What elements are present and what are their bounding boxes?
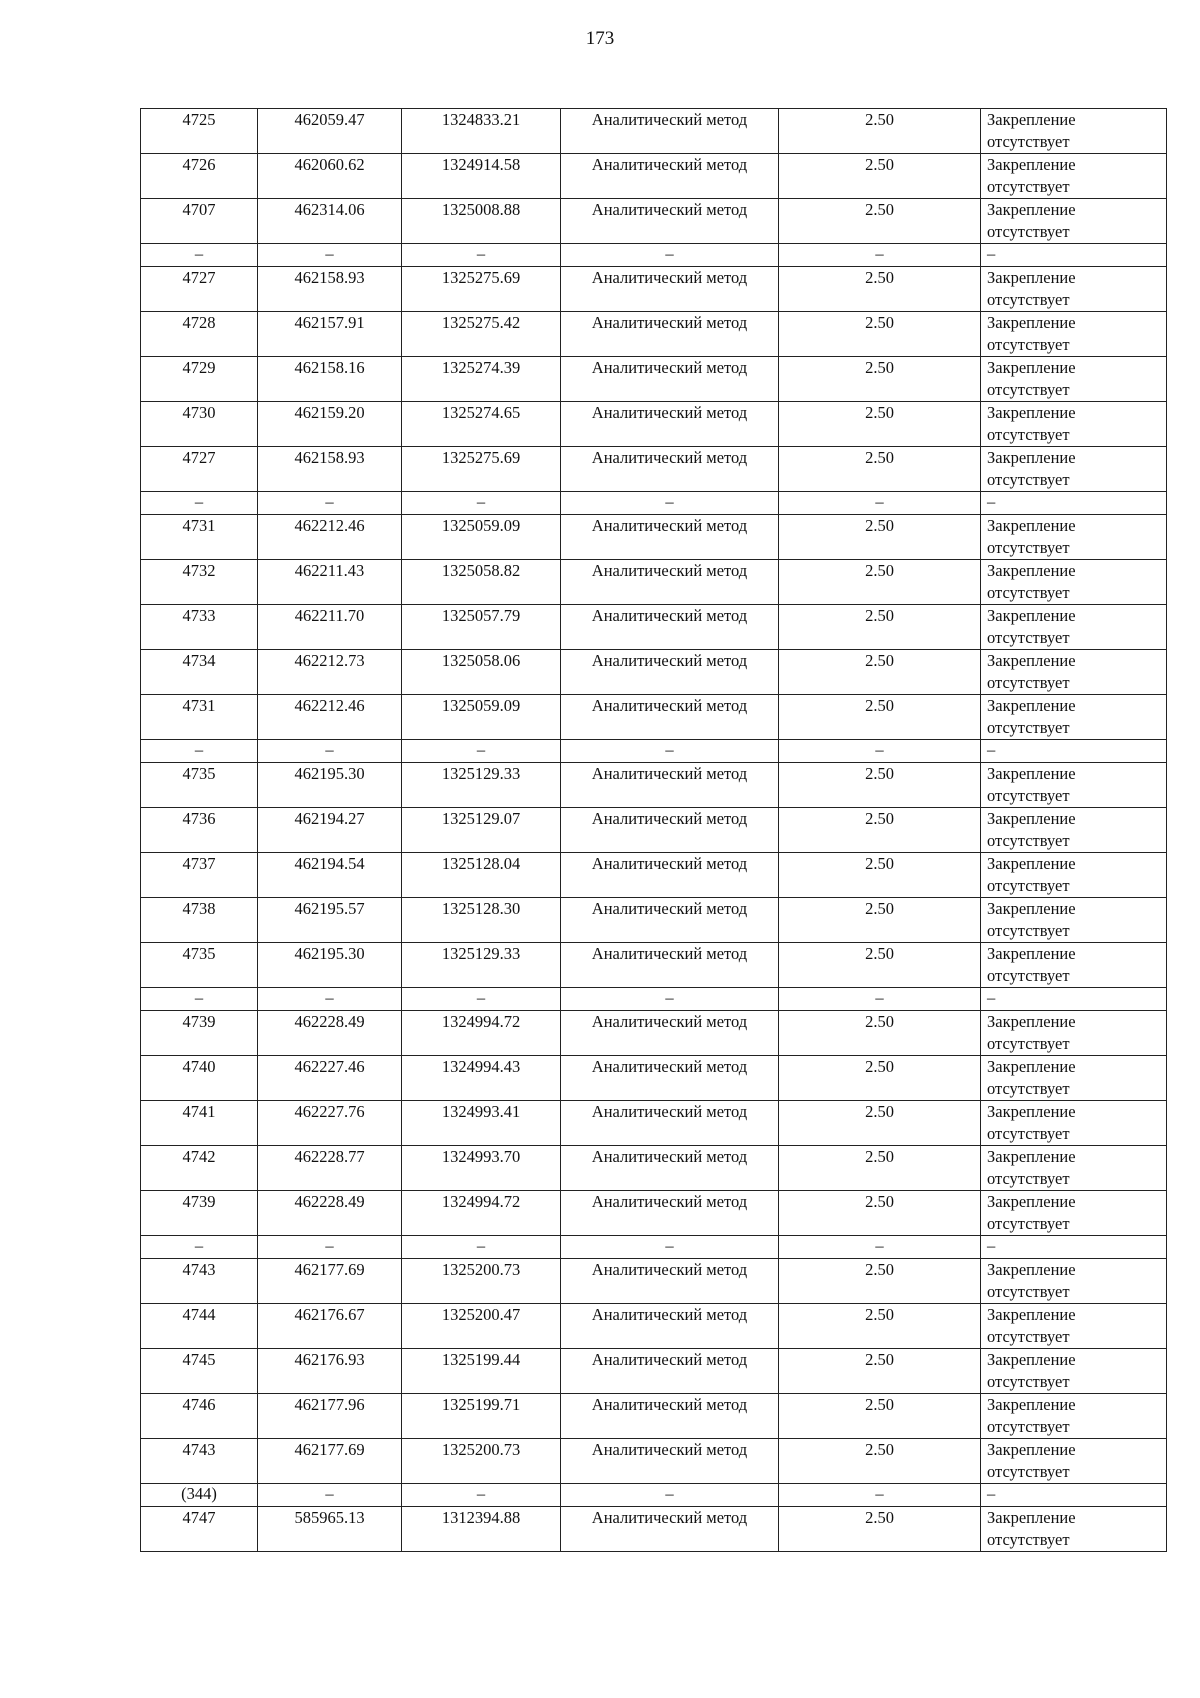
point-number-cell: 4747 — [141, 1507, 258, 1552]
coordinates-table — [140, 108, 1167, 1552]
fixing-description-cell: Закрепление отсутствует — [981, 898, 1167, 943]
accuracy-cell: 2.50 — [779, 763, 981, 808]
y-coordinate-cell: 1325128.04 — [402, 853, 561, 898]
fixing-description-cell: – — [981, 1236, 1167, 1259]
method-cell: Аналитический метод — [561, 1507, 779, 1552]
x-coordinate-cell: 462177.96 — [258, 1394, 402, 1439]
accuracy-cell: – — [779, 1236, 981, 1259]
table-row — [141, 312, 1167, 357]
x-coordinate-cell: 462227.76 — [258, 1101, 402, 1146]
method-cell: Аналитический метод — [561, 447, 779, 492]
y-coordinate-cell: 1325199.44 — [402, 1349, 561, 1394]
accuracy-cell: 2.50 — [779, 1056, 981, 1101]
accuracy-cell: 2.50 — [779, 1349, 981, 1394]
method-cell: Аналитический метод — [561, 154, 779, 199]
fixing-description-cell: Закрепление отсутствует — [981, 695, 1167, 740]
fixing-description-cell: Закрепление отсутствует — [981, 1011, 1167, 1056]
point-number-cell: 4729 — [141, 357, 258, 402]
method-cell: Аналитический метод — [561, 1349, 779, 1394]
accuracy-cell: 2.50 — [779, 267, 981, 312]
method-cell: Аналитический метод — [561, 1259, 779, 1304]
y-coordinate-cell: – — [402, 244, 561, 267]
method-cell: Аналитический метод — [561, 560, 779, 605]
method-cell: Аналитический метод — [561, 943, 779, 988]
method-cell: Аналитический метод — [561, 402, 779, 447]
point-number-cell: (344) — [141, 1484, 258, 1507]
accuracy-cell: 2.50 — [779, 605, 981, 650]
method-cell: Аналитический метод — [561, 763, 779, 808]
table-row — [141, 1191, 1167, 1236]
fixing-description-cell: – — [981, 740, 1167, 763]
accuracy-cell: 2.50 — [779, 1011, 981, 1056]
table-row — [141, 853, 1167, 898]
y-coordinate-cell: 1325059.09 — [402, 515, 561, 560]
y-coordinate-cell: 1325057.79 — [402, 605, 561, 650]
table-row — [141, 1056, 1167, 1101]
fixing-description-cell: Закрепление отсутствует — [981, 1507, 1167, 1552]
point-number-cell: 4737 — [141, 853, 258, 898]
accuracy-cell: 2.50 — [779, 650, 981, 695]
fixing-description-cell: Закрепление отсутствует — [981, 109, 1167, 154]
y-coordinate-cell: 1325200.73 — [402, 1259, 561, 1304]
point-number-cell: 4732 — [141, 560, 258, 605]
y-coordinate-cell: 1324833.21 — [402, 109, 561, 154]
fixing-description-cell: Закрепление отсутствует — [981, 1146, 1167, 1191]
table-row — [141, 1304, 1167, 1349]
point-number-cell: 4731 — [141, 695, 258, 740]
x-coordinate-cell: 462176.93 — [258, 1349, 402, 1394]
table-row — [141, 109, 1167, 154]
table-body — [141, 109, 1167, 1552]
x-coordinate-cell: 462314.06 — [258, 199, 402, 244]
accuracy-cell: 2.50 — [779, 1259, 981, 1304]
y-coordinate-cell: 1325275.69 — [402, 267, 561, 312]
x-coordinate-cell: 462228.77 — [258, 1146, 402, 1191]
method-cell: Аналитический метод — [561, 1011, 779, 1056]
x-coordinate-cell: – — [258, 1236, 402, 1259]
fixing-description-cell: Закрепление отсутствует — [981, 1304, 1167, 1349]
point-number-cell: 4740 — [141, 1056, 258, 1101]
x-coordinate-cell: – — [258, 1484, 402, 1507]
y-coordinate-cell: 1325275.69 — [402, 447, 561, 492]
fixing-description-cell: Закрепление отсутствует — [981, 312, 1167, 357]
table-row — [141, 1259, 1167, 1304]
accuracy-cell: – — [779, 244, 981, 267]
method-cell: – — [561, 244, 779, 267]
point-number-cell: 4727 — [141, 267, 258, 312]
accuracy-cell: 2.50 — [779, 560, 981, 605]
y-coordinate-cell: 1324914.58 — [402, 154, 561, 199]
y-coordinate-cell: 1325059.09 — [402, 695, 561, 740]
fixing-description-cell: Закрепление отсутствует — [981, 560, 1167, 605]
table-row — [141, 447, 1167, 492]
point-number-cell: – — [141, 1236, 258, 1259]
fixing-description-cell: Закрепление отсутствует — [981, 1439, 1167, 1484]
x-coordinate-cell: 462158.16 — [258, 357, 402, 402]
point-number-cell: 4738 — [141, 898, 258, 943]
x-coordinate-cell: 462159.20 — [258, 402, 402, 447]
accuracy-cell: 2.50 — [779, 1191, 981, 1236]
accuracy-cell: 2.50 — [779, 1507, 981, 1552]
y-coordinate-cell: 1325129.33 — [402, 763, 561, 808]
x-coordinate-cell: 462157.91 — [258, 312, 402, 357]
point-number-cell: – — [141, 244, 258, 267]
method-cell: – — [561, 1236, 779, 1259]
table-row — [141, 1349, 1167, 1394]
x-coordinate-cell: 462194.54 — [258, 853, 402, 898]
x-coordinate-cell: 462176.67 — [258, 1304, 402, 1349]
table-row — [141, 560, 1167, 605]
accuracy-cell: 2.50 — [779, 1304, 981, 1349]
table-row — [141, 695, 1167, 740]
y-coordinate-cell: 1324994.72 — [402, 1011, 561, 1056]
table-row — [141, 154, 1167, 199]
x-coordinate-cell: 462195.30 — [258, 943, 402, 988]
fixing-description-cell: Закрепление отсутствует — [981, 808, 1167, 853]
fixing-description-cell: Закрепление отсутствует — [981, 402, 1167, 447]
accuracy-cell: 2.50 — [779, 312, 981, 357]
fixing-description-cell: Закрепление отсутствует — [981, 1349, 1167, 1394]
table-row — [141, 357, 1167, 402]
method-cell: Аналитический метод — [561, 853, 779, 898]
y-coordinate-cell: 1325129.33 — [402, 943, 561, 988]
method-cell: Аналитический метод — [561, 267, 779, 312]
y-coordinate-cell: – — [402, 740, 561, 763]
accuracy-cell: – — [779, 988, 981, 1011]
table-row — [141, 267, 1167, 312]
method-cell: – — [561, 1484, 779, 1507]
point-number-cell: 4736 — [141, 808, 258, 853]
table-row — [141, 515, 1167, 560]
method-cell: Аналитический метод — [561, 515, 779, 560]
accuracy-cell: 2.50 — [779, 357, 981, 402]
y-coordinate-cell: 1325200.73 — [402, 1439, 561, 1484]
x-coordinate-cell: 462158.93 — [258, 267, 402, 312]
x-coordinate-cell: 462211.70 — [258, 605, 402, 650]
separator-row — [141, 740, 1167, 763]
y-coordinate-cell: 1325275.42 — [402, 312, 561, 357]
fixing-description-cell: Закрепление отсутствует — [981, 515, 1167, 560]
table-row — [141, 808, 1167, 853]
accuracy-cell: – — [779, 492, 981, 515]
fixing-description-cell: Закрепление отсутствует — [981, 1259, 1167, 1304]
y-coordinate-cell: 1325199.71 — [402, 1394, 561, 1439]
point-number-cell: 4743 — [141, 1259, 258, 1304]
fixing-description-cell: Закрепление отсутствует — [981, 447, 1167, 492]
fixing-description-cell: Закрепление отсутствует — [981, 943, 1167, 988]
point-number-cell: 4735 — [141, 943, 258, 988]
point-number-cell: 4707 — [141, 199, 258, 244]
x-coordinate-cell: 462212.46 — [258, 695, 402, 740]
y-coordinate-cell: 1324994.43 — [402, 1056, 561, 1101]
point-number-cell: 4746 — [141, 1394, 258, 1439]
fixing-description-cell: Закрепление отсутствует — [981, 154, 1167, 199]
y-coordinate-cell: 1324993.70 — [402, 1146, 561, 1191]
point-number-cell: 4725 — [141, 109, 258, 154]
x-coordinate-cell: – — [258, 244, 402, 267]
fixing-description-cell: – — [981, 988, 1167, 1011]
fixing-description-cell: Закрепление отсутствует — [981, 605, 1167, 650]
x-coordinate-cell: 462227.46 — [258, 1056, 402, 1101]
method-cell: Аналитический метод — [561, 1304, 779, 1349]
point-number-cell: – — [141, 740, 258, 763]
fixing-description-cell: Закрепление отсутствует — [981, 357, 1167, 402]
table-row — [141, 1101, 1167, 1146]
separator-row — [141, 492, 1167, 515]
accuracy-cell: 2.50 — [779, 1439, 981, 1484]
point-number-cell: 4745 — [141, 1349, 258, 1394]
point-number-cell: 4744 — [141, 1304, 258, 1349]
x-coordinate-cell: 462060.62 — [258, 154, 402, 199]
accuracy-cell: 2.50 — [779, 853, 981, 898]
x-coordinate-cell: 462212.46 — [258, 515, 402, 560]
accuracy-cell: 2.50 — [779, 402, 981, 447]
y-coordinate-cell: – — [402, 1236, 561, 1259]
fixing-description-cell: – — [981, 244, 1167, 267]
table-row — [141, 1146, 1167, 1191]
x-coordinate-cell: 462195.30 — [258, 763, 402, 808]
table-row — [141, 402, 1167, 447]
method-cell: Аналитический метод — [561, 1394, 779, 1439]
accuracy-cell: – — [779, 1484, 981, 1507]
x-coordinate-cell: – — [258, 988, 402, 1011]
fixing-description-cell: Закрепление отсутствует — [981, 763, 1167, 808]
table-row — [141, 943, 1167, 988]
point-number-cell: 4726 — [141, 154, 258, 199]
accuracy-cell: 2.50 — [779, 898, 981, 943]
method-cell: Аналитический метод — [561, 1056, 779, 1101]
fixing-description-cell: – — [981, 492, 1167, 515]
accuracy-cell: 2.50 — [779, 1101, 981, 1146]
x-coordinate-cell: 462177.69 — [258, 1439, 402, 1484]
table-row — [141, 650, 1167, 695]
accuracy-cell: 2.50 — [779, 1146, 981, 1191]
x-coordinate-cell: – — [258, 740, 402, 763]
table-row — [141, 199, 1167, 244]
method-cell: Аналитический метод — [561, 695, 779, 740]
fixing-description-cell: Закрепление отсутствует — [981, 199, 1167, 244]
method-cell: Аналитический метод — [561, 898, 779, 943]
fixing-description-cell: – — [981, 1484, 1167, 1507]
point-number-cell: 4742 — [141, 1146, 258, 1191]
accuracy-cell: 2.50 — [779, 515, 981, 560]
point-number-cell: 4730 — [141, 402, 258, 447]
table-row — [141, 1439, 1167, 1484]
accuracy-cell: 2.50 — [779, 808, 981, 853]
method-cell: Аналитический метод — [561, 1439, 779, 1484]
fixing-description-cell: Закрепление отсутствует — [981, 267, 1167, 312]
method-cell: Аналитический метод — [561, 357, 779, 402]
method-cell: Аналитический метод — [561, 109, 779, 154]
y-coordinate-cell: 1325128.30 — [402, 898, 561, 943]
fixing-description-cell: Закрепление отсутствует — [981, 650, 1167, 695]
method-cell: Аналитический метод — [561, 312, 779, 357]
fixing-description-cell: Закрепление отсутствует — [981, 1101, 1167, 1146]
method-cell: Аналитический метод — [561, 199, 779, 244]
fixing-description-cell: Закрепление отсутствует — [981, 1056, 1167, 1101]
point-number-cell: 4743 — [141, 1439, 258, 1484]
method-cell: – — [561, 988, 779, 1011]
table-row — [141, 1507, 1167, 1552]
accuracy-cell: 2.50 — [779, 109, 981, 154]
fixing-description-cell: Закрепление отсутствует — [981, 1394, 1167, 1439]
point-number-cell: 4741 — [141, 1101, 258, 1146]
accuracy-cell: 2.50 — [779, 943, 981, 988]
separator-row — [141, 1484, 1167, 1507]
table-row — [141, 898, 1167, 943]
method-cell: Аналитический метод — [561, 1146, 779, 1191]
y-coordinate-cell: – — [402, 1484, 561, 1507]
separator-row — [141, 244, 1167, 267]
point-number-cell: 4731 — [141, 515, 258, 560]
x-coordinate-cell: 462059.47 — [258, 109, 402, 154]
y-coordinate-cell: – — [402, 988, 561, 1011]
accuracy-cell: 2.50 — [779, 447, 981, 492]
point-number-cell: 4739 — [141, 1011, 258, 1056]
accuracy-cell: 2.50 — [779, 154, 981, 199]
point-number-cell: 4735 — [141, 763, 258, 808]
page-number: 173 — [585, 28, 615, 49]
y-coordinate-cell: – — [402, 492, 561, 515]
x-coordinate-cell: 462195.57 — [258, 898, 402, 943]
accuracy-cell: 2.50 — [779, 1394, 981, 1439]
x-coordinate-cell: – — [258, 492, 402, 515]
y-coordinate-cell: 1325008.88 — [402, 199, 561, 244]
fixing-description-cell: Закрепление отсутствует — [981, 1191, 1167, 1236]
table-row — [141, 1394, 1167, 1439]
y-coordinate-cell: 1325274.39 — [402, 357, 561, 402]
method-cell: Аналитический метод — [561, 1101, 779, 1146]
point-number-cell: 4734 — [141, 650, 258, 695]
y-coordinate-cell: 1324994.72 — [402, 1191, 561, 1236]
accuracy-cell: 2.50 — [779, 695, 981, 740]
point-number-cell: – — [141, 988, 258, 1011]
point-number-cell: 4728 — [141, 312, 258, 357]
x-coordinate-cell: 462211.43 — [258, 560, 402, 605]
x-coordinate-cell: 462212.73 — [258, 650, 402, 695]
point-number-cell: 4739 — [141, 1191, 258, 1236]
y-coordinate-cell: 1325274.65 — [402, 402, 561, 447]
method-cell: Аналитический метод — [561, 1191, 779, 1236]
y-coordinate-cell: 1324993.41 — [402, 1101, 561, 1146]
x-coordinate-cell: 462158.93 — [258, 447, 402, 492]
point-number-cell: – — [141, 492, 258, 515]
y-coordinate-cell: 1325058.06 — [402, 650, 561, 695]
table-row — [141, 605, 1167, 650]
y-coordinate-cell: 1325058.82 — [402, 560, 561, 605]
y-coordinate-cell: 1325129.07 — [402, 808, 561, 853]
fixing-description-cell: Закрепление отсутствует — [981, 853, 1167, 898]
method-cell: – — [561, 740, 779, 763]
method-cell: – — [561, 492, 779, 515]
x-coordinate-cell: 585965.13 — [258, 1507, 402, 1552]
x-coordinate-cell: 462228.49 — [258, 1191, 402, 1236]
separator-row — [141, 988, 1167, 1011]
table-row — [141, 1011, 1167, 1056]
y-coordinate-cell: 1312394.88 — [402, 1507, 561, 1552]
separator-row — [141, 1236, 1167, 1259]
accuracy-cell: 2.50 — [779, 199, 981, 244]
method-cell: Аналитический метод — [561, 808, 779, 853]
point-number-cell: 4733 — [141, 605, 258, 650]
point-number-cell: 4727 — [141, 447, 258, 492]
method-cell: Аналитический метод — [561, 605, 779, 650]
table-row — [141, 763, 1167, 808]
method-cell: Аналитический метод — [561, 650, 779, 695]
accuracy-cell: – — [779, 740, 981, 763]
x-coordinate-cell: 462194.27 — [258, 808, 402, 853]
x-coordinate-cell: 462228.49 — [258, 1011, 402, 1056]
y-coordinate-cell: 1325200.47 — [402, 1304, 561, 1349]
x-coordinate-cell: 462177.69 — [258, 1259, 402, 1304]
